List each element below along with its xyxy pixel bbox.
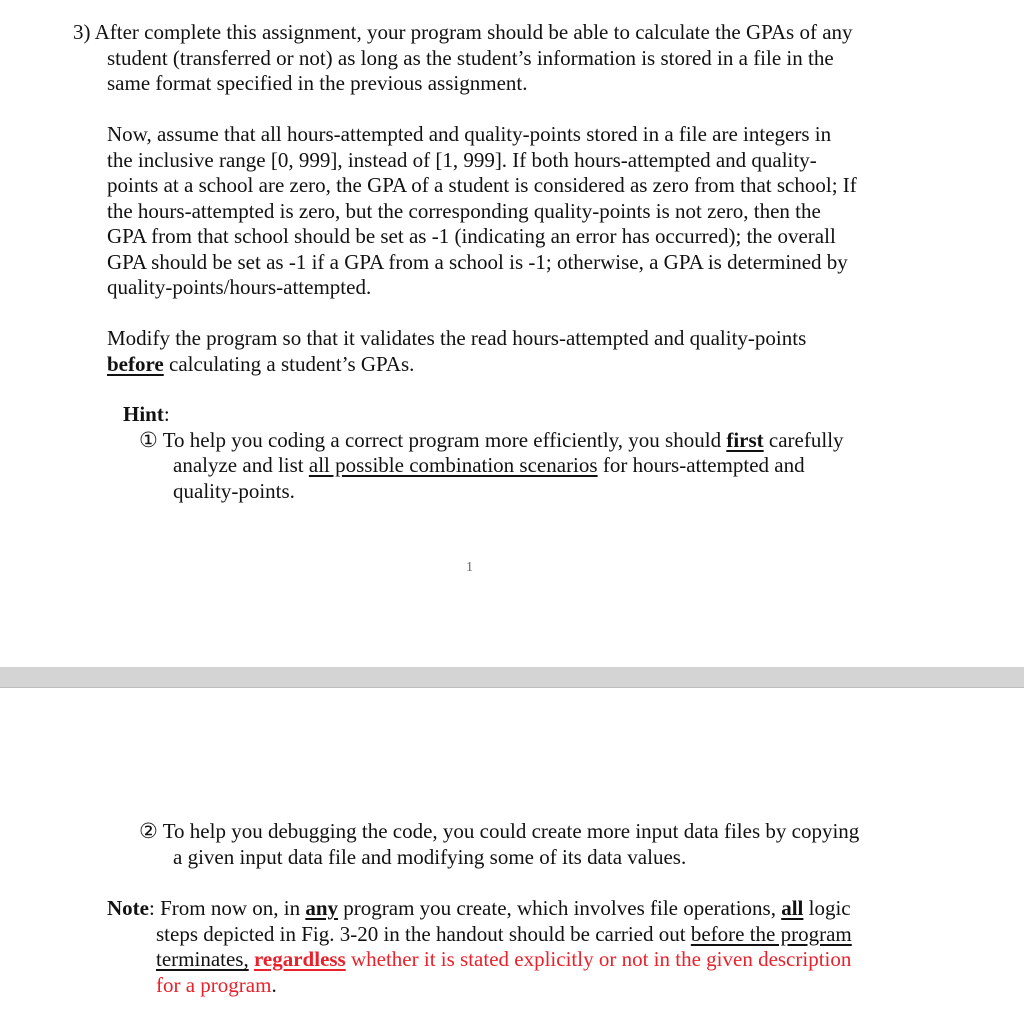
hint-colon: : [163, 402, 170, 426]
before-emphasis: before [107, 351, 164, 376]
modify-line-2 [107, 352, 806, 378]
item-3-line-1: 3) After complete this assignment, your program should be able to calculate the GPAs of any [73, 20, 853, 44]
hint-item-1-text-c: analyze and list [173, 453, 309, 477]
assumption-line-5: GPA from that school should be set as -1 (indicating an error has occurred); the overall [107, 224, 836, 248]
hint-item-2-line-1 [139, 819, 859, 845]
modify-line-2-rest: calculating a student’s GPAs. [163, 351, 415, 376]
note-red-text-b: for a program [156, 972, 272, 997]
hint-item-1-line-3: quality-points. [173, 478, 295, 503]
note-text-b: program you create, which involves file operations, [338, 896, 782, 920]
hint-item-2 [139, 819, 859, 870]
any-emphasis: any [305, 896, 339, 920]
before-program-emphasis: before the program [690, 921, 852, 946]
terminates-emphasis: terminates, [156, 947, 249, 971]
hint-heading [123, 402, 844, 428]
hint-item-1-line-2 [123, 453, 844, 479]
circled-two-icon: ② [139, 819, 158, 843]
hint-item-1-text-b: carefully [763, 427, 844, 452]
item-3-line-3: same format specified in the previous assignment. [107, 71, 528, 95]
assumption-line-7: quality-points/hours-attempted. [107, 275, 372, 299]
note-section [107, 896, 852, 998]
modify-line-1: Modify the program so that it validates the read hours-attempted and quality-points [107, 326, 807, 350]
page-break [0, 667, 1024, 688]
page-number: 1 [466, 560, 473, 575]
assumption-line-3: points at a school are zero, the GPA of a student is considered as zero from that school; If [107, 173, 857, 197]
first-emphasis: first [726, 427, 764, 452]
note-text-c: logic [803, 896, 851, 920]
note-label: Note [107, 896, 149, 920]
modify-paragraph [107, 326, 806, 377]
assumption-line-4: the hours-attempted is zero, but the corresponding quality-points is not zero, then the [107, 198, 821, 223]
assumption-paragraph [107, 122, 857, 301]
assumption-line-6: GPA should be set as -1 if a GPA from a school is -1; otherwise, a GPA is determined by [107, 249, 848, 274]
hint-item-1-line-1 [123, 428, 844, 454]
note-line-4 [107, 973, 852, 999]
combination-scenarios-emphasis: all possible combination scenarios [308, 453, 598, 477]
regardless-emphasis: regardless [253, 947, 346, 971]
item-3-paragraph [73, 20, 853, 97]
hint-section [123, 402, 844, 504]
note-line-1 [107, 896, 852, 922]
hint-item-1-text-d: for hours-attempted and [597, 453, 805, 477]
assumption-line-2: the inclusive range [0, 999], instead of [1, 999]. If both hours-attempted and quality- [107, 147, 817, 172]
note-text-d: steps depicted in Fig. 3-20 in the handout should be carried out [156, 921, 691, 946]
document-page-2 [0, 688, 1024, 1019]
assumption-line-1: Now, assume that all hours-attempted and quality-points stored in a file are integers in [107, 122, 832, 146]
circled-one-icon: ① [139, 427, 158, 452]
note-line-2 [107, 922, 852, 948]
note-line-3 [107, 947, 852, 973]
note-period: . [271, 972, 277, 997]
all-emphasis: all [781, 896, 804, 920]
note-red-text-a: whether it is stated explicitly or not in the given description [345, 947, 852, 971]
hint-item-1-text-a: To help you coding a correct program more efficiently, you should [157, 427, 727, 452]
hint-label: Hint [123, 402, 164, 426]
hint-item-2-line-2: a given input data file and modifying some of its data values. [173, 844, 687, 869]
hint-item-2-text-a: To help you debugging the code, you could create more input data files by copying [157, 819, 860, 843]
item-3-line-2: student (transferred or not) as long as the student’s information is stored in a file in the [107, 45, 834, 70]
note-text-a: : From now on, in [148, 896, 306, 920]
